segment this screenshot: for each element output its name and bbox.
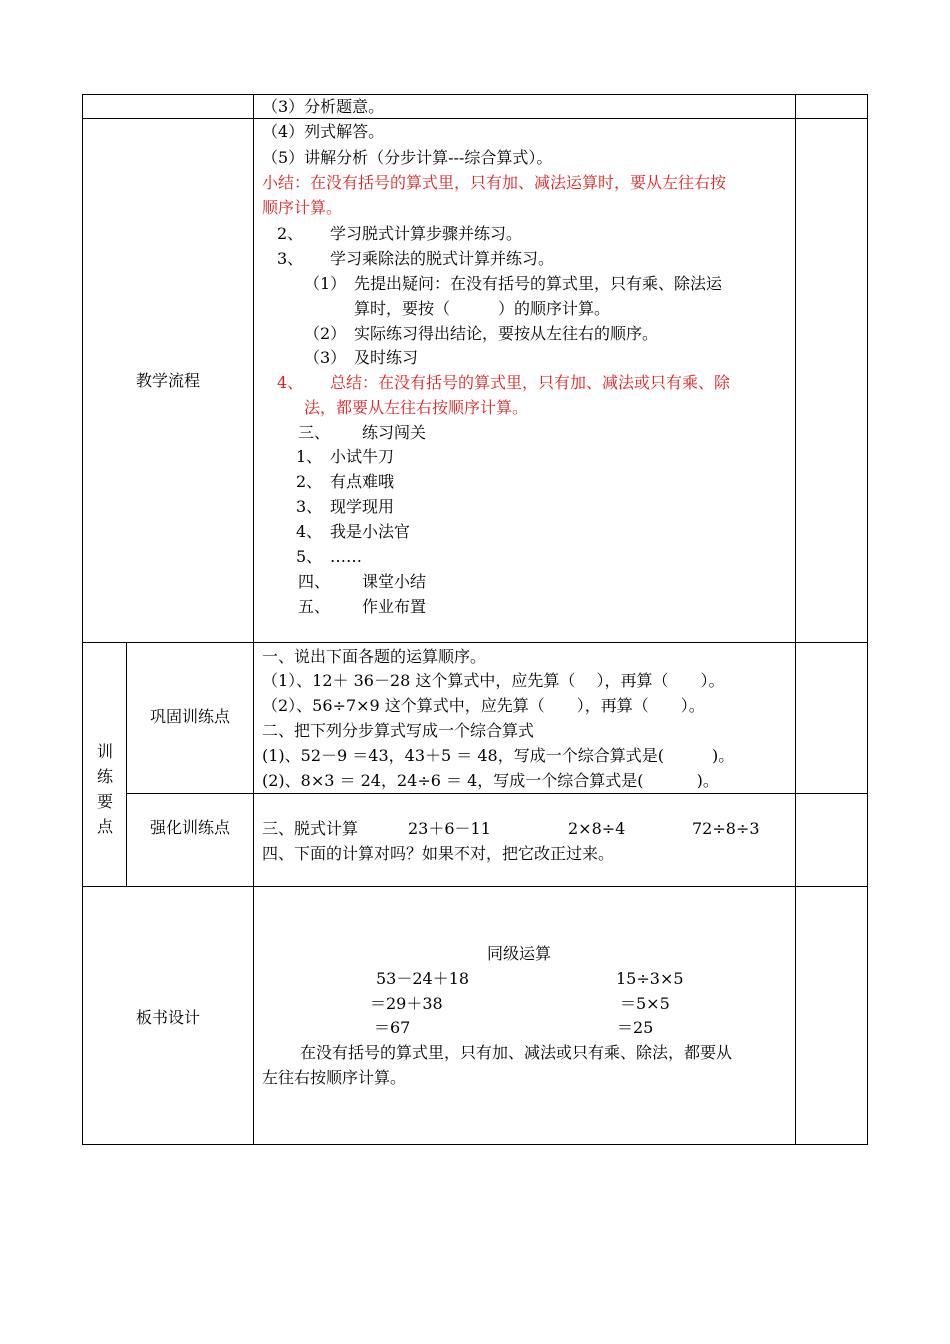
consolidate-line: （2）、56÷7×9 这个算式中，应先算（ ），再算（ ）。 <box>262 696 705 715</box>
table-border-right <box>867 94 868 1145</box>
consolidate-line: 一、说出下面各题的运算顺序。 <box>262 647 487 666</box>
column-divider-notes <box>795 94 796 1145</box>
strengthen-line-2: 四、下面的计算对吗？如果不对，把它改正过来。 <box>262 844 615 863</box>
sub-1-number: （1） <box>304 274 347 293</box>
board-right-step: 15÷3×5 <box>616 969 684 988</box>
practice-5-number: 5、 <box>296 547 323 566</box>
strengthen-label: 强化训练点 <box>149 818 230 837</box>
sub-2-text: 实际练习得出结论，要按从左往右的顺序。 <box>354 324 659 343</box>
summary-1-line-a: 小结：在没有括号的算式里，只有加、减法运算时，要从左往右按 <box>262 173 727 192</box>
practice-1-text: 小试牛刀 <box>330 447 395 466</box>
item-4-text-a: 总结：在没有括号的算式里，只有加、减法或只有乘、除 <box>330 373 731 392</box>
board-title: 同级运算 <box>487 944 552 963</box>
item-3-text: 学习乘除法的脱式计算并练习。 <box>330 249 555 268</box>
consolidate-label: 巩固训练点 <box>149 707 230 726</box>
section-3-number: 三、 <box>298 423 331 442</box>
section-3-text: 练习闯关 <box>362 423 427 442</box>
item-2-text: 学习脱式计算步骤并练习。 <box>330 224 523 243</box>
board-conclusion-b: 左往右按顺序计算。 <box>262 1068 407 1087</box>
strengthen-line-1-prefix: 三、脱式计算 <box>262 819 359 838</box>
consolidate-line: (1)、52－9 ＝43，43＋5 ＝ 48，写成一个综合算式是( )。 <box>262 746 735 765</box>
board-design-label: 板书设计 <box>135 1008 200 1027</box>
teaching-process-label: 教学流程 <box>135 371 200 390</box>
item-3-number: 3、 <box>277 249 304 268</box>
consolidate-line: 二、把下列分步算式写成一个综合算式 <box>262 721 535 740</box>
practice-1-number: 1、 <box>296 447 323 466</box>
summary-1-line-b: 顺序计算。 <box>262 198 343 217</box>
board-left-step: ＝67 <box>374 1018 411 1037</box>
sub-1-text-b: 算时，要按（ ）的顺序计算。 <box>354 299 611 318</box>
sub-3-text: 及时练习 <box>354 348 419 367</box>
training-label-char: 训 <box>96 742 113 761</box>
consolidate-line: (2)、8×3 ＝ 24，24÷6 ＝ 4，写成一个综合算式是( )。 <box>262 771 719 790</box>
column-divider-content <box>253 94 254 1145</box>
board-conclusion-a: 在没有括号的算式里，只有加、减法或只有乘、除法，都要从 <box>300 1043 733 1062</box>
row-divider-teaching <box>82 118 868 119</box>
practice-3-text: 现学现用 <box>330 497 395 516</box>
row-divider-training <box>82 642 868 643</box>
item-4-number: 4、 <box>277 373 304 392</box>
section-5-number: 五、 <box>298 597 331 616</box>
item-4-text-b: 法，都要从左往右按顺序计算。 <box>304 398 529 417</box>
table-border-left <box>82 94 83 1145</box>
sub-2-number: （2） <box>304 324 347 343</box>
practice-2-text: 有点难哦 <box>330 472 395 491</box>
analysis-step: （3）分析题意。 <box>262 97 385 116</box>
practice-2-number: 2、 <box>296 472 323 491</box>
practice-3-number: 3、 <box>296 497 323 516</box>
section-4-number: 四、 <box>298 572 331 591</box>
sub-3-number: （3） <box>304 348 347 367</box>
consolidate-line: （1）、12＋ 36－28 这个算式中，应先算（ ），再算（ ）。 <box>262 671 725 690</box>
step-5: （5）讲解分析（分步计算---综合算式）。 <box>262 148 553 167</box>
strengthen-calc-3: 72÷8÷3 <box>692 819 760 838</box>
training-label-char: 点 <box>96 817 113 836</box>
training-label-char: 要 <box>96 792 113 811</box>
strengthen-calc-1: 23＋6－11 <box>408 819 491 838</box>
training-label-char: 练 <box>96 767 113 786</box>
board-right-step: ＝5×5 <box>620 994 670 1013</box>
column-divider-training <box>126 643 127 886</box>
table-border-bottom <box>82 1144 868 1145</box>
training-points-label <box>93 739 117 839</box>
section-5-text: 作业布置 <box>362 597 427 616</box>
step-4: （4）列式解答。 <box>262 122 385 141</box>
table-border-top <box>82 94 868 95</box>
row-divider-strengthen <box>126 793 868 794</box>
board-left-step: 53－24＋18 <box>376 969 470 988</box>
item-2-number: 2、 <box>277 224 304 243</box>
row-divider-board <box>82 886 868 887</box>
practice-4-text: 我是小法官 <box>330 522 411 541</box>
section-4-text: 课堂小结 <box>362 572 427 591</box>
board-left-step: ＝29＋38 <box>370 994 443 1013</box>
practice-4-number: 4、 <box>296 522 323 541</box>
practice-5-text: …… <box>330 547 362 566</box>
board-right-step: ＝25 <box>617 1018 654 1037</box>
strengthen-calc-2: 2×8÷4 <box>568 819 626 838</box>
sub-1-text-a: 先提出疑问：在没有括号的算式里，只有乘、除法运 <box>354 274 723 293</box>
